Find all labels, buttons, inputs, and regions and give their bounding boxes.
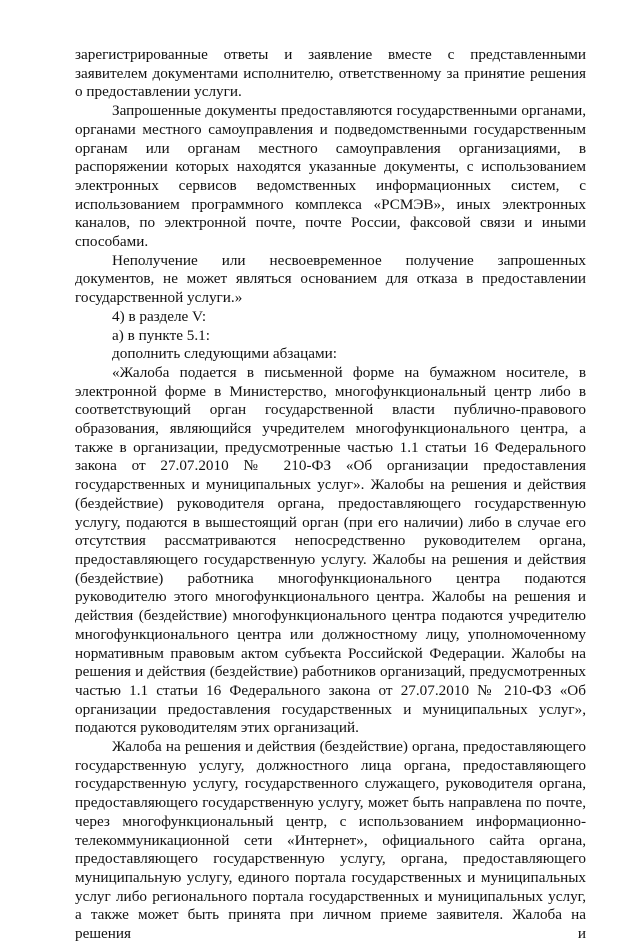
item-point-5-1: а) в пункте 5.1: [112, 326, 210, 344]
item-add-paragraphs: дополнить следующими абзацами: [112, 345, 337, 363]
paragraph-forwarding-documents: зарегистрированные ответы и заявление вместе с представленными заявителем документами исполнителю, ответственному за принятие решения о предоставлении услуги. [75, 46, 586, 101]
paragraph-complaint-channels: Жалоба на решения и действия (бездействие) органа, предоставляющего государственную услугу, должностного лица органа, предоставляющего государственную услугу, государственного служащего, руководителя органа, предоставляющего государственную услугу, может быть направлена по почте, через многофункциональный центр, с использованием информационно-телекоммуникационной сети «Интернет», официального сайта органа, предоставляющего государственную услугу, органа, предоставляющего муниципальную услугу, единого портала государственных и муниципальных услуг либо регионального портала государственных и муниципальных услуг, а также может быть принята при личном приеме заявителя. Жалоба на решения и [75, 738, 586, 943]
paragraph-complaint-filing: «Жалоба подается в письменной форме на бумажном носителе, в электронной форме в Министерство, многофункциональный центр либо в соответствующий орган государственной власти публично-правового образования, являющийся учредителем многофункционального центра, а также в организации, предусмотренные частью 1.1 статьи 16 Федерального закона от 27.07.2010 № 210-ФЗ «Об организации предоставления государственных и муниципальных услуг». Жалобы на решения и действия (бездействие) руководителя органа, предоставляющего государственную услугу, подаются в вышестоящий орган (при его наличии) либо в случае его отсутствия рассматриваются непосредственно руководителем органа, предоставляющего государственную услугу. Жалобы на решения и действия (бездействие) работника многофункционального центра подаются руководителю этого многофункционального центра. Жалобы на решения и действия (бездействие) многофункционального центра подаются учредителю многофункционального центра или должностному лицу, уполномоченному нормативным правовым актом субъекта Российской Федерации. Жалобы на решения и действия (бездействие) работников организаций, предусмотренных частью 1.1 статьи 16 Федерального закона от 27.07.2010 № 210-ФЗ «Об организации предоставления государственных и муниципальных услуг», подаются руководителям этих организаций. [75, 363, 586, 737]
item-section-v: 4) в разделе V: [112, 307, 207, 325]
document-body [75, 46, 586, 944]
paragraph-requested-documents: Запрошенные документы предоставляются государственными органами, органами местного самоуправления и подведомственными государственным органам или органам местного самоуправления организациями, в распоряжении которых находятся указанные документы, с использованием электронных сервисов ведомственных информационных систем, с использованием программного комплекса «РСМЭВ», иных электронных каналов, по электронной почте, почте России, факсовой связи и иными способами. [75, 102, 586, 251]
paragraph-non-receipt: Неполучение или несвоевременное получение запрошенных документов, не может являться основанием для отказа в предоставлении государственной услуги.» [75, 251, 586, 307]
